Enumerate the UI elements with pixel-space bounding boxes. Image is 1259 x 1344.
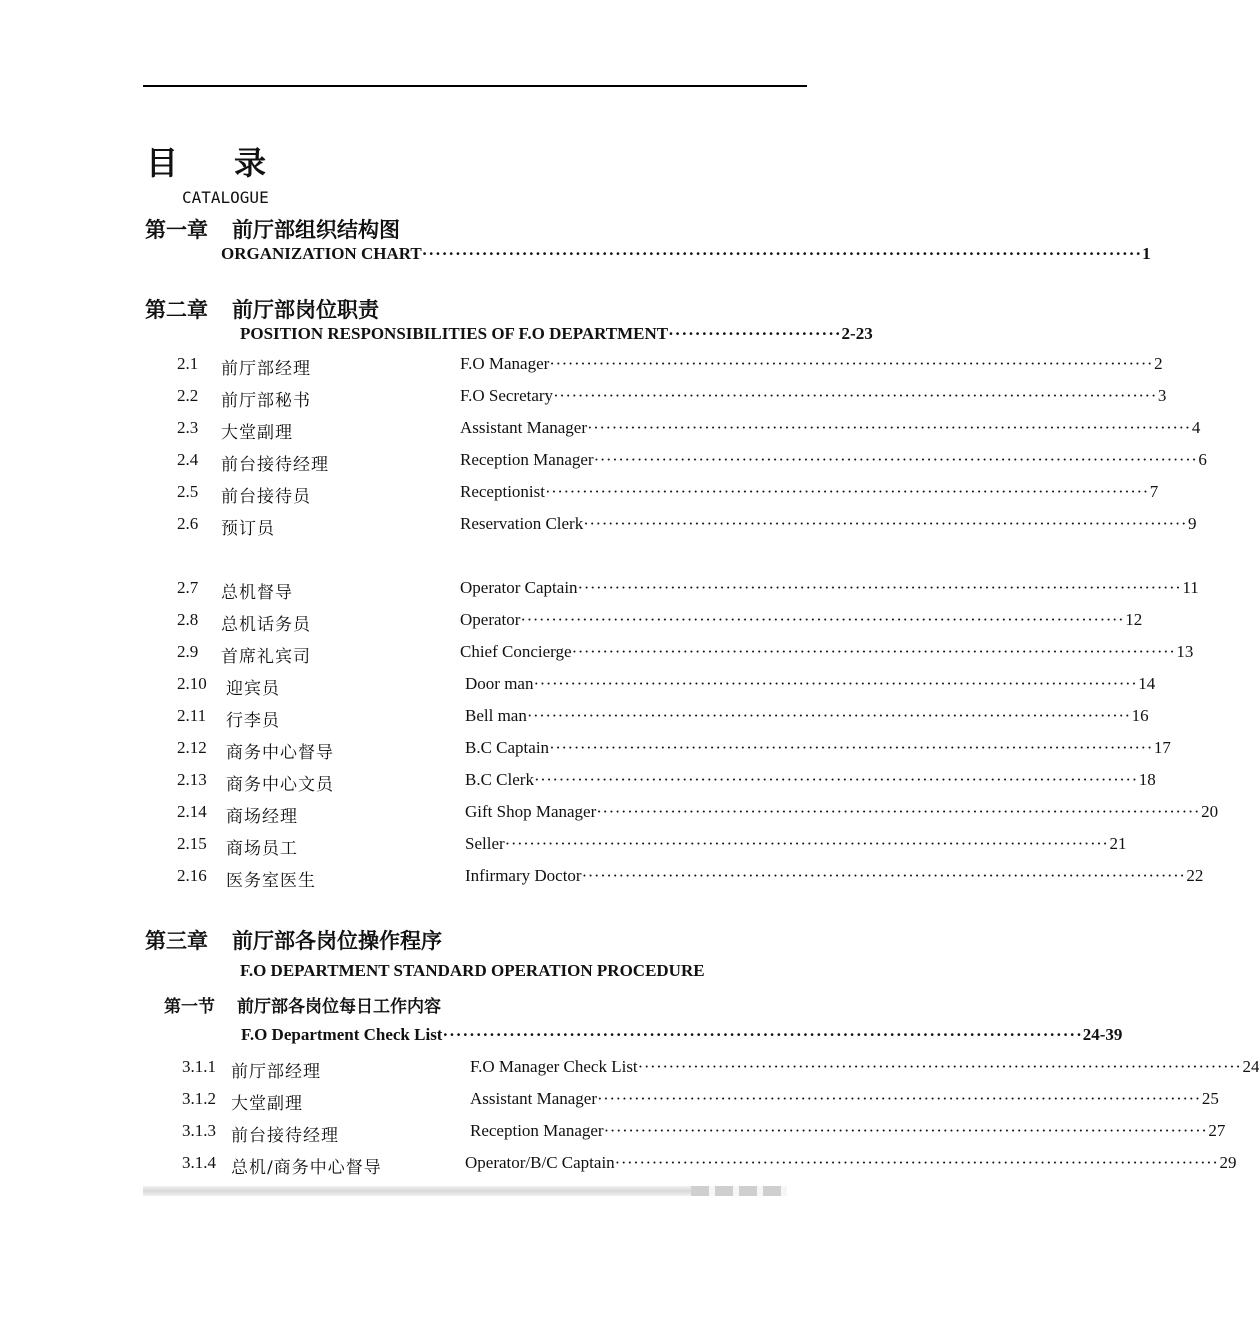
toc-entry[interactable] — [465, 770, 1156, 790]
toc-entry[interactable] — [465, 866, 1204, 886]
item-page: 25 — [1201, 1089, 1219, 1108]
item-chinese-title: 商务中心督导 — [226, 743, 334, 763]
item-number: 2.8 — [177, 610, 199, 629]
item-english-title: Seller — [465, 834, 505, 853]
leader-dots: ·································································································· — [593, 450, 1198, 469]
item-english-title: Bell man — [465, 706, 527, 725]
item-number: 2.15 — [177, 834, 207, 853]
section-1-english: F.O Department Check List — [241, 1025, 443, 1044]
item-page: 12 — [1125, 610, 1143, 629]
item-english-title: Operator/B/C Captain — [465, 1153, 615, 1172]
item-number: 3.1.1 — [182, 1057, 216, 1076]
toc-entry[interactable] — [465, 706, 1149, 726]
toc-entry[interactable] — [460, 642, 1194, 662]
page-title — [146, 138, 268, 184]
toc-entry[interactable] — [460, 610, 1143, 630]
leader-dots: ································································································ — [442, 1025, 1083, 1044]
chapter-1-name: 前厅部组织结构图 — [232, 217, 400, 242]
item-english-title: Assistant Manager — [460, 418, 588, 437]
item-chinese-title: 总机督导 — [221, 583, 293, 603]
item-chinese-title: 前厅部经理 — [221, 359, 311, 379]
leader-dots: ·································································································· — [577, 578, 1182, 597]
item-chinese-title: 商场经理 — [226, 807, 298, 827]
item-english-title: Chief Concierge — [460, 642, 572, 661]
leader-dots: ·································································································· — [583, 514, 1188, 533]
item-chinese-title: 商务中心文员 — [226, 775, 334, 795]
section-1-toc-line[interactable] — [241, 1025, 1123, 1045]
item-chinese-title: 商场员工 — [226, 839, 298, 859]
toc-entry[interactable] — [465, 802, 1219, 822]
toc-entry[interactable] — [470, 1057, 1259, 1077]
item-english-title: B.C Captain — [465, 738, 550, 757]
item-page: 2 — [1154, 354, 1163, 373]
item-english-title: Gift Shop Manager — [465, 802, 597, 821]
chapter-3-label: 第三章 — [145, 928, 208, 953]
leader-dots: ·································································································· — [533, 770, 1138, 789]
leader-dots: ·································································································· — [544, 482, 1149, 501]
item-number: 2.10 — [177, 674, 207, 693]
chapter-2-english: POSITION RESPONSIBILITIES OF F.O DEPARTMENT — [240, 324, 669, 343]
leader-dots: ·································································································· — [596, 802, 1201, 821]
leader-dots: ·································································································· — [614, 1153, 1219, 1172]
leader-dots: ·························· — [668, 324, 842, 343]
toc-entry[interactable] — [460, 386, 1167, 406]
item-chinese-title: 前台接待经理 — [221, 455, 329, 475]
title-char-2: 录 — [234, 144, 269, 182]
item-chinese-title: 迎宾员 — [226, 679, 280, 699]
leader-dots: ·································································································· — [553, 386, 1157, 405]
item-page: 4 — [1191, 418, 1201, 437]
item-number: 2.1 — [177, 354, 199, 373]
item-page: 13 — [1176, 642, 1194, 661]
item-number: 3.1.3 — [182, 1121, 216, 1140]
chapter-1-label: 第一章 — [145, 217, 208, 242]
toc-entry[interactable] — [460, 578, 1199, 598]
leader-dots: ·································································································· — [603, 1121, 1208, 1140]
item-chinese-title: 前台接待经理 — [231, 1126, 339, 1146]
section-1-label: 第一节 — [164, 997, 215, 1017]
section-1-name: 前厅部各岗位每日工作内容 — [237, 997, 441, 1017]
item-chinese-title: 前厅部秘书 — [221, 391, 311, 411]
item-number: 2.11 — [177, 706, 207, 725]
item-number: 2.13 — [177, 770, 207, 789]
toc-entry[interactable] — [460, 482, 1159, 502]
item-english-title: B.C Clerk — [465, 770, 534, 789]
toc-entry[interactable] — [460, 450, 1207, 470]
item-english-title: Reservation Clerk — [460, 514, 584, 533]
footer-rule — [143, 1186, 787, 1196]
item-page: 22 — [1186, 866, 1204, 885]
item-page: 14 — [1138, 674, 1156, 693]
leader-dots: ············································································································ — [421, 244, 1143, 263]
item-english-title: Assistant Manager — [470, 1089, 598, 1108]
toc-entry[interactable] — [470, 1121, 1226, 1141]
toc-entry[interactable] — [465, 834, 1127, 854]
item-english-title: Reception Manager — [470, 1121, 604, 1140]
item-chinese-title: 大堂副理 — [221, 423, 293, 443]
item-page: 18 — [1138, 770, 1156, 789]
chapter-1-english: ORGANIZATION CHART — [221, 244, 422, 263]
item-english-title: Operator Captain — [460, 578, 578, 597]
toc-entry[interactable] — [460, 354, 1163, 374]
item-english-title: Infirmary Doctor — [465, 866, 582, 885]
item-number: 3.1.4 — [182, 1153, 216, 1172]
item-page: 9 — [1188, 514, 1197, 533]
leader-dots: ·································································································· — [581, 866, 1186, 885]
item-page: 20 — [1201, 802, 1219, 821]
leader-dots: ·································································································· — [571, 642, 1176, 661]
section-1-heading — [164, 992, 441, 1017]
item-page: 17 — [1153, 738, 1171, 757]
item-english-title: Door man — [465, 674, 534, 693]
item-page: 29 — [1219, 1153, 1237, 1172]
item-page: 7 — [1149, 482, 1159, 501]
item-number: 2.5 — [177, 482, 199, 501]
leader-dots: ·································································································· — [597, 1089, 1201, 1108]
chapter-2-page: 2-23 — [841, 324, 873, 343]
chapter-3-heading — [145, 925, 442, 955]
page-subtitle: CATALOGUE — [182, 188, 269, 207]
item-english-title: F.O Secretary — [460, 386, 554, 405]
item-chinese-title: 医务室医生 — [226, 871, 316, 891]
item-chinese-title: 前厅部经理 — [231, 1062, 321, 1082]
item-chinese-title: 首席礼宾司 — [221, 647, 311, 667]
item-chinese-title: 预订员 — [221, 519, 275, 539]
item-number: 2.4 — [177, 450, 199, 469]
item-number: 2.3 — [177, 418, 199, 437]
leader-dots: ·································································································· — [637, 1057, 1242, 1076]
chapter-1-heading — [145, 214, 400, 244]
item-english-title: Receptionist — [460, 482, 545, 501]
section-1-page: 24-39 — [1082, 1025, 1123, 1044]
item-page: 27 — [1208, 1121, 1226, 1140]
footer-rule-fade — [691, 1186, 787, 1196]
chapter-3-english: F.O DEPARTMENT STANDARD OPERATION PROCEDURE — [240, 961, 705, 980]
chapter-1-page: 1 — [1142, 244, 1151, 263]
leader-dots: ·································································································· — [549, 354, 1154, 373]
item-number: 2.14 — [177, 802, 207, 821]
chapter-3-name: 前厅部各岗位操作程序 — [232, 928, 442, 953]
toc-entry[interactable] — [465, 738, 1171, 758]
item-number: 2.2 — [177, 386, 199, 405]
chapter-2-label: 第二章 — [145, 297, 208, 322]
toc-entry[interactable] — [465, 674, 1156, 694]
item-number: 2.7 — [177, 578, 199, 597]
item-number: 3.1.2 — [182, 1089, 216, 1108]
item-number: 2.6 — [177, 514, 199, 533]
chapter-2-heading — [145, 294, 379, 324]
item-english-title: F.O Manager — [460, 354, 550, 373]
toc-entry[interactable] — [460, 514, 1197, 534]
item-number: 2.9 — [177, 642, 199, 661]
chapter-1-toc-line[interactable] — [221, 244, 1151, 264]
item-english-title: Reception Manager — [460, 450, 594, 469]
leader-dots: ·································································································· — [549, 738, 1153, 757]
item-page: 21 — [1109, 834, 1127, 853]
item-chinese-title: 前台接待员 — [221, 487, 311, 507]
toc-entry[interactable] — [460, 418, 1201, 438]
item-number: 2.16 — [177, 866, 207, 885]
item-english-title: Operator — [460, 610, 521, 629]
item-page: 6 — [1198, 450, 1207, 469]
leader-dots: ·································································································· — [587, 418, 1191, 437]
item-chinese-title: 总机/商务中心督导 — [231, 1158, 382, 1178]
leader-dots: ·································································································· — [520, 610, 1125, 629]
item-page: 3 — [1157, 386, 1167, 405]
leader-dots: ·································································································· — [533, 674, 1138, 693]
chapter-2-name: 前厅部岗位职责 — [232, 297, 379, 322]
item-number: 2.12 — [177, 738, 207, 757]
leader-dots: ·································································································· — [504, 834, 1109, 853]
toc-entry[interactable] — [465, 1153, 1237, 1173]
leader-dots: ·································································································· — [526, 706, 1131, 725]
title-char-1: 目 — [146, 144, 181, 182]
toc-entry[interactable] — [470, 1089, 1219, 1109]
item-chinese-title: 大堂副理 — [231, 1094, 303, 1114]
item-page: 24 — [1242, 1057, 1259, 1076]
item-page: 16 — [1131, 706, 1149, 725]
item-chinese-title: 行李员 — [226, 711, 280, 731]
chapter-2-toc-line[interactable] — [240, 324, 873, 344]
item-page: 11 — [1182, 578, 1199, 597]
item-chinese-title: 总机话务员 — [221, 615, 311, 635]
item-english-title: F.O Manager Check List — [470, 1057, 638, 1076]
header-rule — [143, 85, 807, 87]
